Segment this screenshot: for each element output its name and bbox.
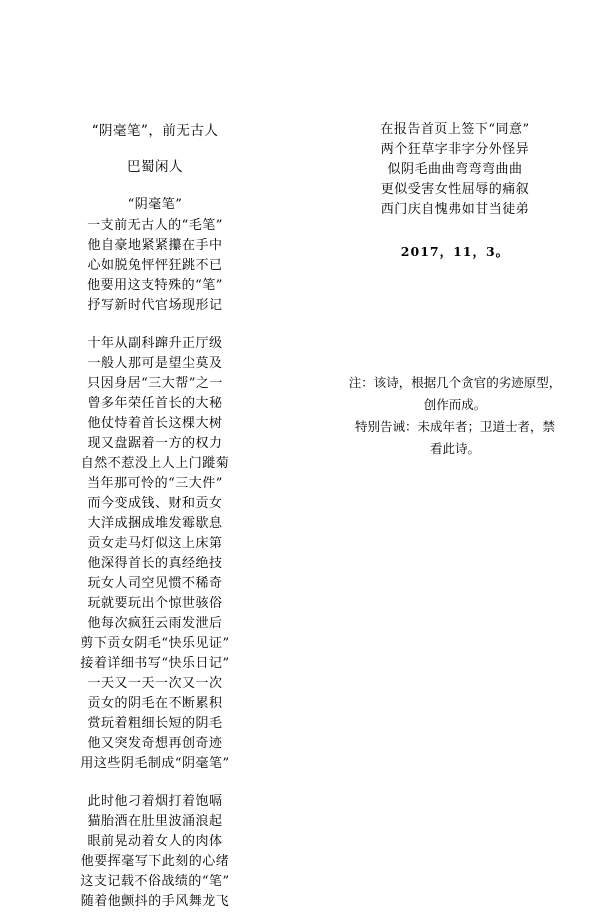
right-column xyxy=(300,120,600,460)
poem-line: 用这些阴毛制成“阴毫笔” xyxy=(80,756,230,771)
poem-line: 猫胎酒在肚里波涌浪起 xyxy=(87,814,223,829)
poem-title-block xyxy=(10,120,300,142)
stanza-four xyxy=(310,120,600,220)
note-line: 看此诗。 xyxy=(429,441,480,456)
poem-line: 他每次疯狂云雨发泄后 xyxy=(87,616,223,631)
poem-line: 一般人那可是望尘莫及 xyxy=(87,356,223,371)
poem-line: 在报告首页上签下“同意” xyxy=(380,122,530,137)
poem-line: 更似受害女性屈辱的痛叙 xyxy=(380,182,530,197)
poem-line: 剪下贡女阴毛“快乐见证” xyxy=(80,636,230,651)
stanza-three xyxy=(10,792,300,912)
poem-line: 他要用这支特殊的“笔” xyxy=(87,278,223,293)
poem-line: 一天又一天一次又一次 xyxy=(87,676,223,691)
poem-line: 当年那可怜的“三大件” xyxy=(87,476,223,491)
poem-line: 赏玩着粗细长短的阴毛 xyxy=(87,716,223,731)
poem-line: 玩就要玩出个惊世骇俗 xyxy=(87,596,223,611)
note-line: 注：该诗，根据几个贪官的劣迹原型， xyxy=(348,375,562,390)
poem-line: 他深得首长的真经绝技 xyxy=(87,556,223,571)
poem-subtitle-block xyxy=(10,194,300,216)
poem-line: 自然不惹没上人上门蹝菊 xyxy=(80,456,230,471)
poem-date: 2017，11，3。 xyxy=(400,244,510,259)
note-line: 特别告诫：未成年者；卫道士者，禁 xyxy=(354,419,555,434)
poem-line: 他要挥毫写下此刻的心绪 xyxy=(80,854,230,869)
poem-line: 抒写新时代官场现形记 xyxy=(87,298,223,313)
poem-line: 一支前无古人的“毛笔” xyxy=(87,218,223,233)
poem-line: 而今变成钱、财和贡女 xyxy=(87,496,223,511)
poem-line: 心如脱兔怦怦狂跳不已 xyxy=(87,258,223,273)
page-title: “阴毫笔”，前无古人 xyxy=(91,123,219,139)
poem-line: 只因身居“三大帮”之一 xyxy=(87,376,223,391)
two-column-layout xyxy=(0,120,600,912)
poem-line: 贡女的阴毛在不断累积 xyxy=(87,696,223,711)
poem-line: 似阴毛曲曲弯弯弯曲曲 xyxy=(387,162,523,177)
poem-line: 大洋成捆成堆发霉歇息 xyxy=(87,516,223,531)
poem-line: 十年从副科蹿升正厅级 xyxy=(87,336,223,351)
note-line: 创作而成。 xyxy=(423,397,487,412)
author-name: 巴蜀闲人 xyxy=(127,159,183,175)
poem-line: 这支记载不俗战绩的“笔” xyxy=(80,874,230,889)
stanza-one xyxy=(10,216,300,316)
poem-line: 西门庆自愧弗如甘当徒弟 xyxy=(380,202,530,217)
poem-line: 随着他颤抖的手风舞龙飞 xyxy=(80,894,230,909)
poem-line: 此时他刁着烟打着饱嗝 xyxy=(87,794,223,809)
poem-line: 两个狂草字非字分外怪异 xyxy=(380,142,530,157)
poem-line: 玩女人司空见惯不稀奇 xyxy=(87,576,223,591)
poem-line: 眼前晃动着女人的肉体 xyxy=(87,834,223,849)
poem-line: 贡女走马灯似这上床第 xyxy=(87,536,223,551)
poem-author-block xyxy=(10,156,300,178)
poem-line: 曾多年荣任首长的大秘 xyxy=(87,396,223,411)
poem-line: 他自豪地紧紧攥在手中 xyxy=(87,238,223,253)
author-note xyxy=(310,372,600,460)
poem-line: 现又盘踞着一方的权力 xyxy=(87,436,223,451)
poem-line: 他又突发奇想再创奇迹 xyxy=(87,736,223,751)
poem-line: 接着详细书写“快乐日记” xyxy=(80,656,230,671)
date-block xyxy=(310,242,600,262)
left-column xyxy=(0,120,300,912)
poem-subtitle: “阴毫笔” xyxy=(127,197,183,212)
stanza-two xyxy=(10,334,300,774)
poem-line: 他仗恃着首长这棵大树 xyxy=(87,416,223,431)
